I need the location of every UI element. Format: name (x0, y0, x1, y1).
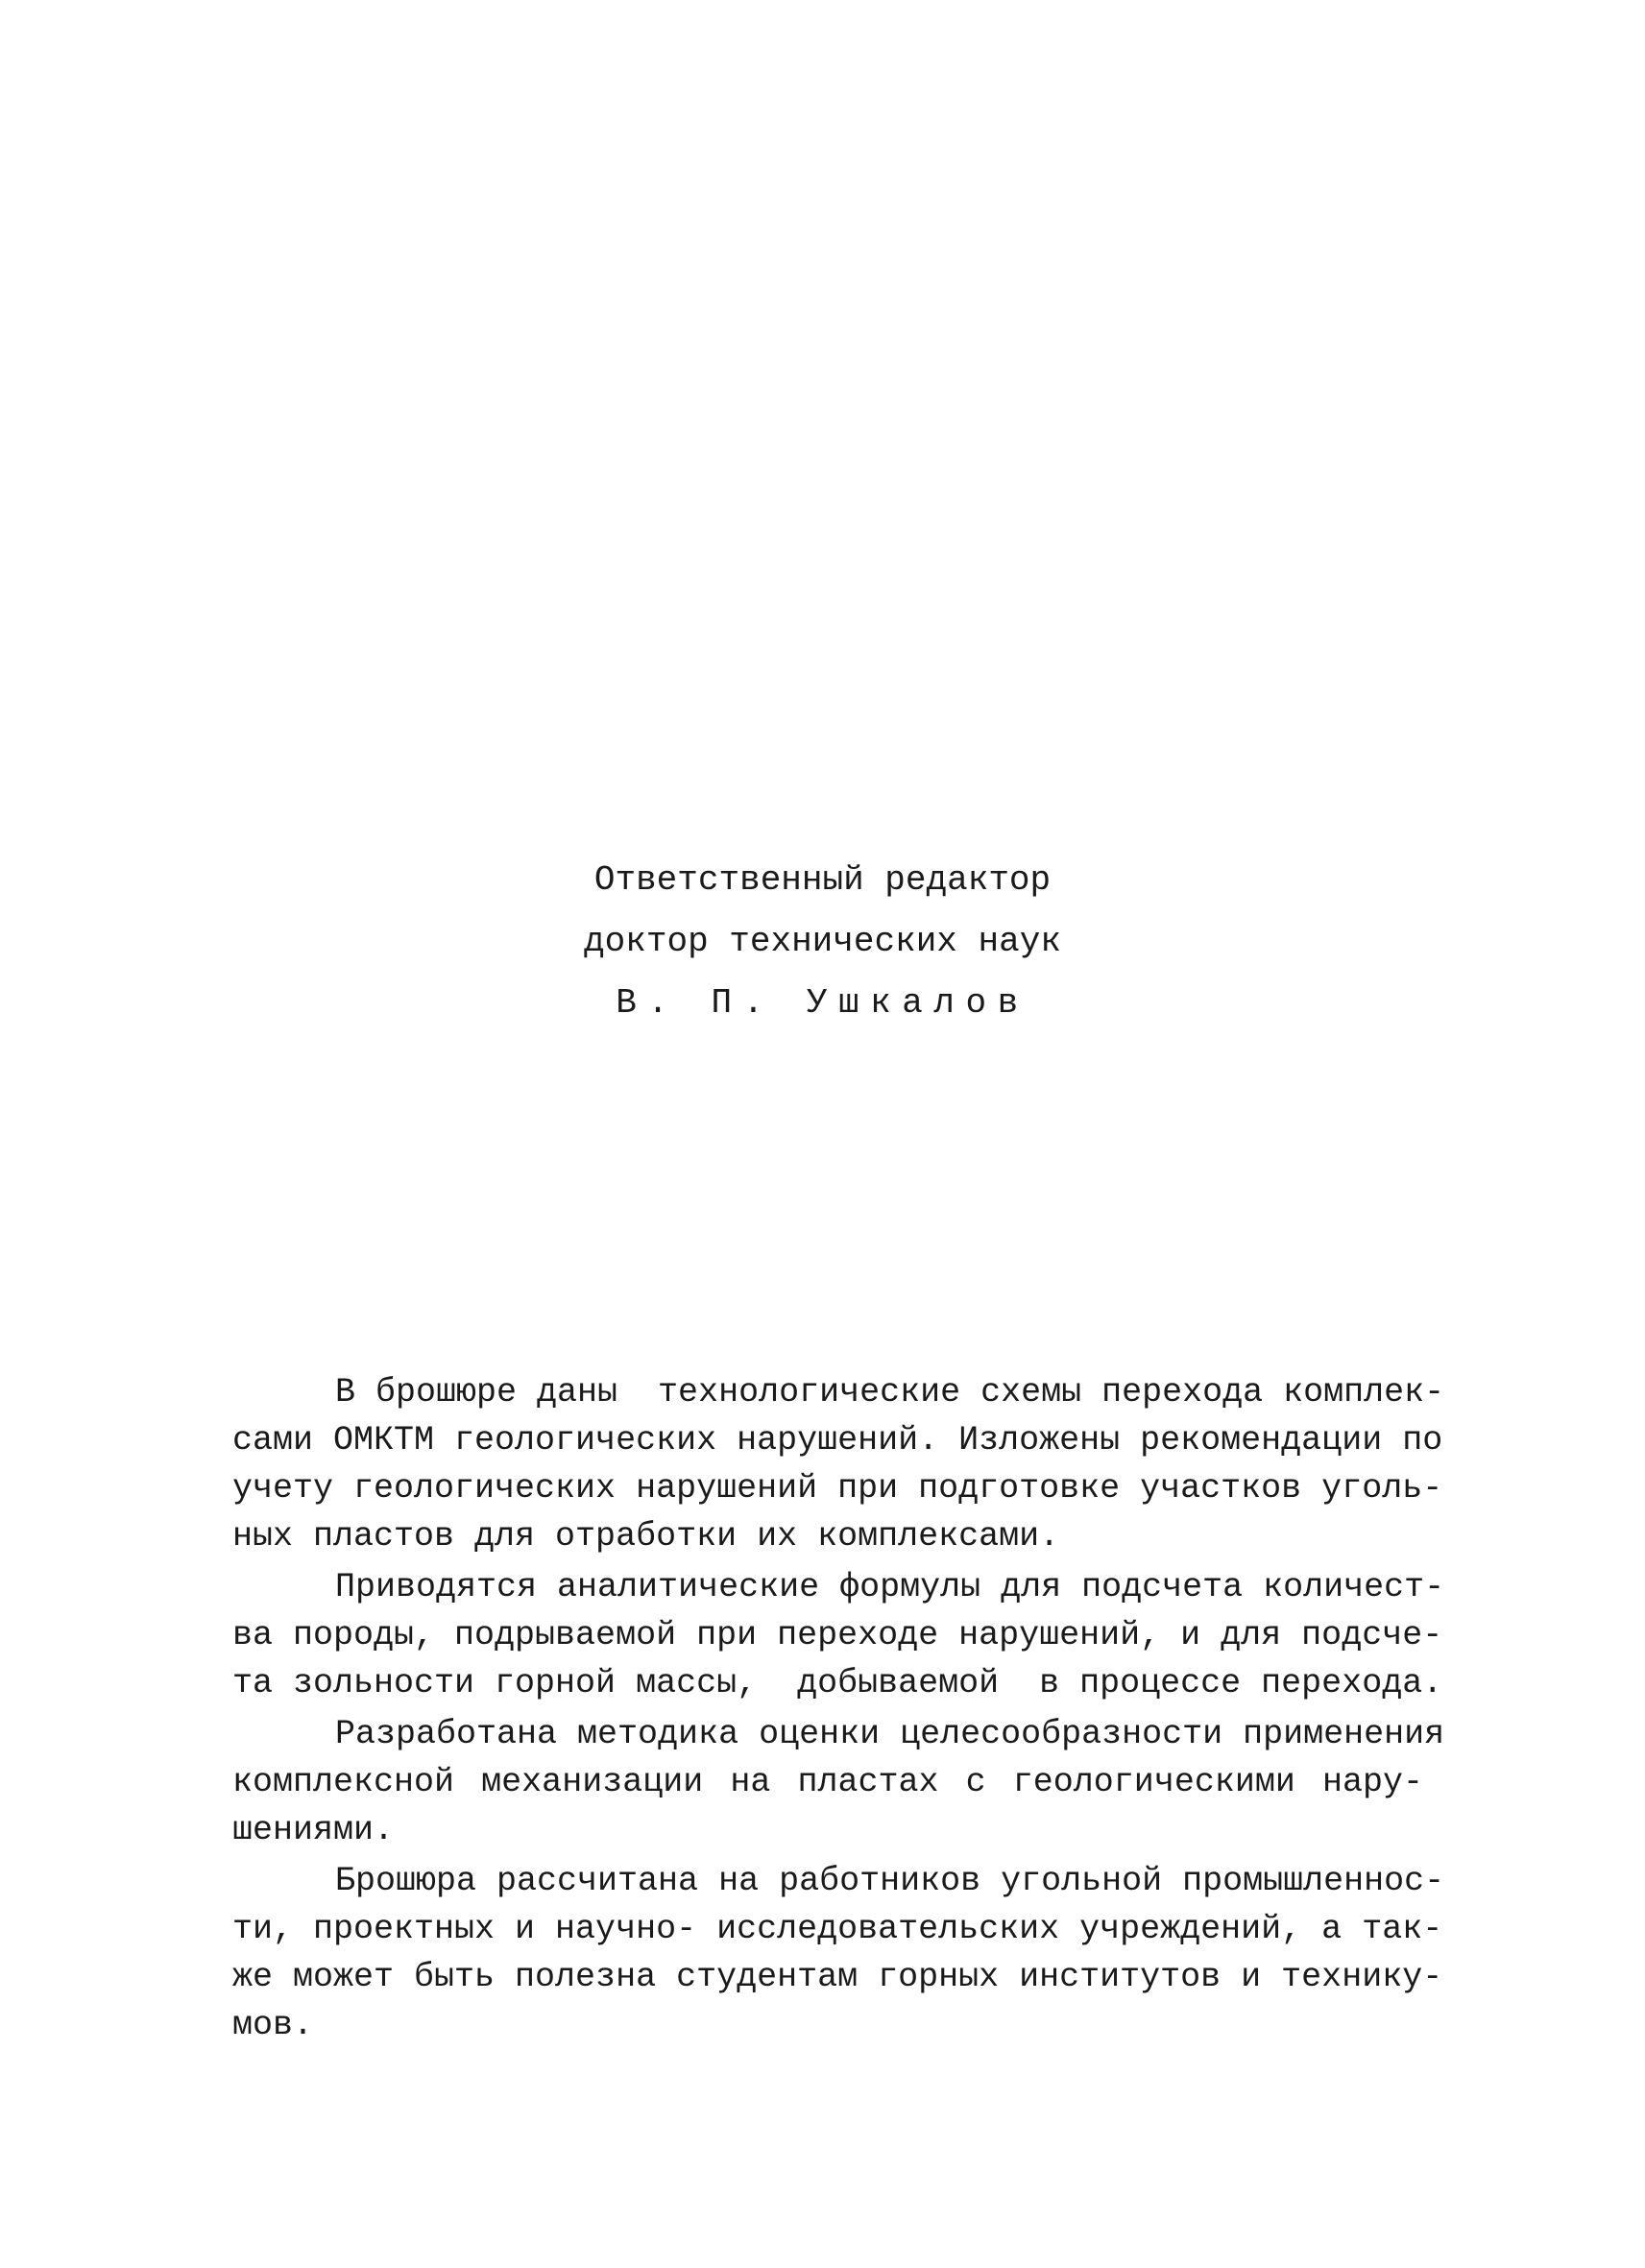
text-line: ва породы, подрываемой при переходе нарушений, и для подсче- (232, 1616, 1443, 1654)
editor-degree: доктор технических наук (584, 922, 1061, 961)
abstract-paragraph (232, 1710, 1445, 1854)
text-line: ти, проектных и научно- исследовательских учреждений, а так- (232, 1910, 1443, 1948)
abstract-paragraph (232, 1563, 1445, 1707)
text-line: сами ОМКТМ геологических нарушений. Изложены рекомендации по (232, 1421, 1443, 1460)
text-line: В брошюре даны технологические схемы перехода комплек- (335, 1373, 1445, 1411)
text-line: Разработана методика оценки целесообразности применения (335, 1715, 1445, 1753)
editor-name: В. П. Ушкалов (616, 983, 1029, 1023)
text-line: учету геологических нарушений при подготовке участков уголь- (232, 1469, 1443, 1508)
editor-role: Ответственный редактор (593, 860, 1052, 900)
editor-credit (0, 850, 1645, 1034)
text-line: комплексной механизации на пластах с геологическими нару- (232, 1763, 1423, 1801)
text-line: Брошюра рассчитана на работников угольной промышленнос- (335, 1862, 1445, 1900)
abstract-paragraph (232, 1368, 1445, 1560)
abstract-paragraph (232, 1857, 1445, 2049)
text-line: мов. (232, 2006, 314, 2044)
text-line: же может быть полезна студентам горных институтов и технику- (232, 1958, 1443, 1996)
text-line: та зольности горной массы, добываемой в процессе перехода. (232, 1664, 1443, 1702)
text-line: ных пластов для отработки их комплексами. (232, 1517, 1060, 1556)
text-line: шениями. (232, 1811, 395, 1849)
text-line: Приводятся аналитические формулы для подсчета количест- (335, 1568, 1445, 1606)
abstract-text (232, 1368, 1445, 2052)
